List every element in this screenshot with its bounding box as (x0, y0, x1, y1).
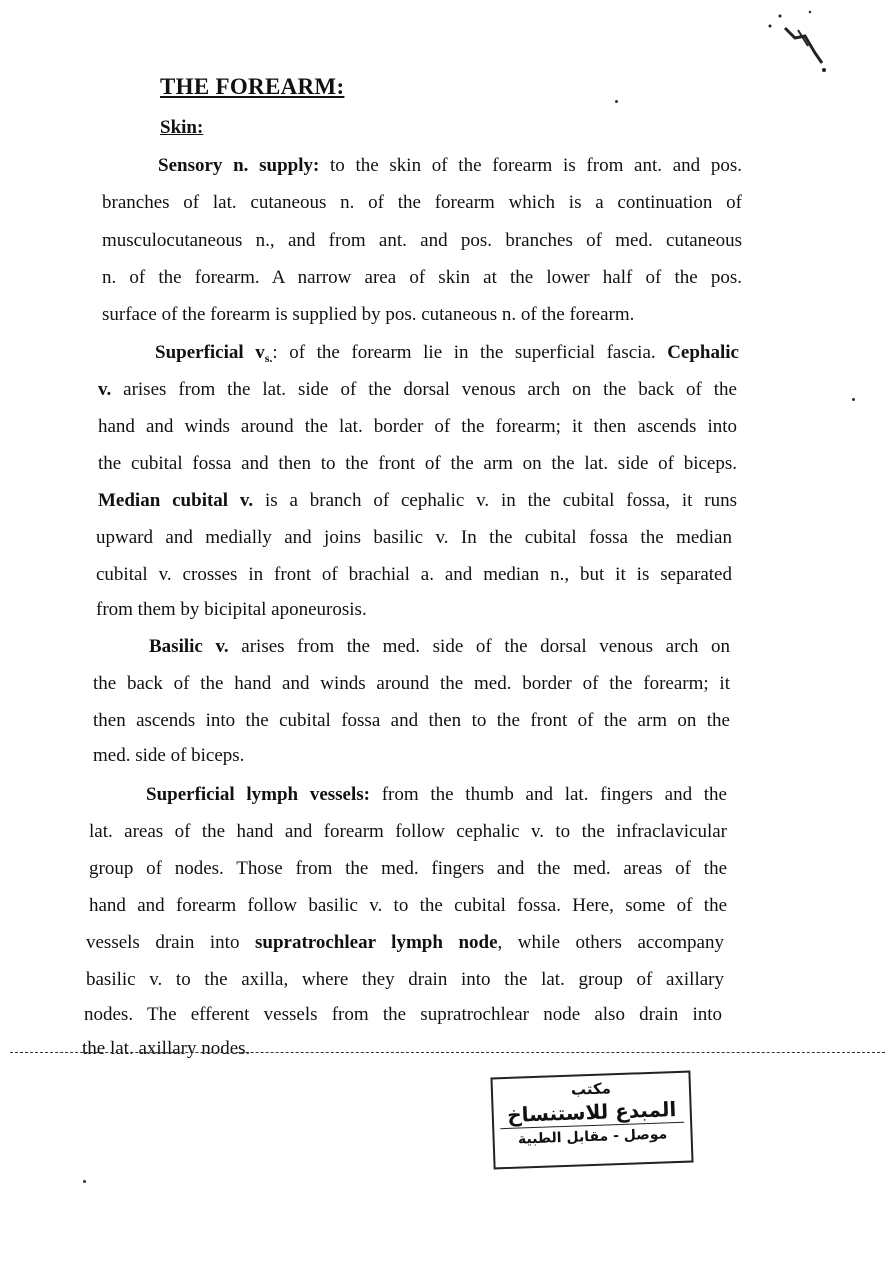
corner-scribble (760, 8, 840, 78)
p4-line-2: lat. areas of the hand and forearm follow cephalic v. to the infraclavicular (89, 821, 727, 842)
p1-line-4: n. of the forearm. A narrow area of skin at the lower half of the pos. (102, 267, 742, 288)
stamp-line-3: موصل - مقابل الطبية (500, 1122, 685, 1151)
page-title: THE FOREARM: (160, 74, 345, 99)
p3-line-4: med. side of biceps. (93, 745, 245, 766)
p4-line-5: vessels drain into supratrochlear lymph node, while others accompany (86, 932, 724, 953)
term-superficial-lymph-vessels: Superficial lymph vessels: (146, 784, 370, 805)
stamp-line-1: مكتب (570, 1079, 612, 1099)
p4-line-6: basilic v. to the axilla, where they drain into the lat. group of axillary (86, 969, 724, 990)
p1-line-5: surface of the forearm is supplied by pos. cutaneous n. of the forearm. (102, 304, 635, 325)
p4-line-7: nodes. The efferent vessels from the supratrochlear node also drain into (84, 1004, 722, 1025)
term-supratrochlear-lymph-node: supratrochlear lymph node (254, 932, 498, 953)
p1-line-2: branches of lat. cutaneous n. of the forearm which is a continuation of (102, 192, 742, 213)
scan-speck (852, 398, 855, 401)
scan-speck (615, 100, 618, 103)
footer-dashed-rule (10, 1052, 885, 1053)
p2-line-4: the cubital fossa and then to the front of the arm on the lat. side of biceps. (98, 453, 737, 474)
p4-line-4: hand and forearm follow basilic v. to the cubital fossa. Here, some of the (89, 895, 727, 916)
p2-line-5: Median cubital v. is a branch of cephalic v. in the cubital fossa, it runs (98, 490, 738, 511)
term-median-cubital: Median cubital v. (98, 490, 254, 511)
p1-line-3: musculocutaneous n., and from ant. and pos. branches of med. cutaneous (102, 230, 742, 251)
p3-line-2: the back of the hand and winds around the med. border of the forearm; it (93, 673, 730, 694)
p3-line-3: then ascends into the cubital fossa and then to the front of the arm on the (93, 710, 730, 731)
p4-line-8: the lat. axillary nodes. (82, 1038, 251, 1059)
p2-line-3: hand and winds around the lat. border of the forearm; it then ascends into (98, 416, 737, 437)
print-shop-stamp (490, 1071, 693, 1170)
term-sensory-supply: Sensory n. supply: (158, 155, 320, 176)
term-cephalic: Cephalic (655, 342, 739, 363)
p2-line-8: from them by bicipital aponeurosis. (96, 599, 367, 620)
p4-line-1: Superficial lymph vessels: from the thumb and lat. fingers and the (146, 784, 727, 805)
p2-line-1: Superficial $v_{s.}$: of the forearm lie in the superficial fascia. Cephalic (155, 342, 739, 365)
section-heading-skin: Skin: (160, 117, 204, 138)
p1-line-1: Sensory n. supply: to the skin of the forearm is from ant. and pos. (158, 155, 742, 176)
p2-line-2: v. arises from the lat. side of the dorsal venous arch on the back of the (98, 379, 737, 400)
stamp-line-2: المبدع للاستنساخ (506, 1097, 677, 1127)
term-superficial-veins: Superficial v (155, 342, 265, 363)
p3-line-1: Basilic v. arises from the med. side of the dorsal venous arch on (149, 636, 730, 657)
term-basilic: Basilic v. (149, 636, 229, 657)
p2-line-7: cubital v. crosses in front of brachial a. and median n., but it is separated (96, 564, 732, 585)
p4-line-3: group of nodes. Those from the med. fingers and the med. areas of the (89, 858, 727, 879)
scan-speck (83, 1180, 86, 1183)
p2-line-6: upward and medially and joins basilic v. In the cubital fossa the median (96, 527, 732, 548)
